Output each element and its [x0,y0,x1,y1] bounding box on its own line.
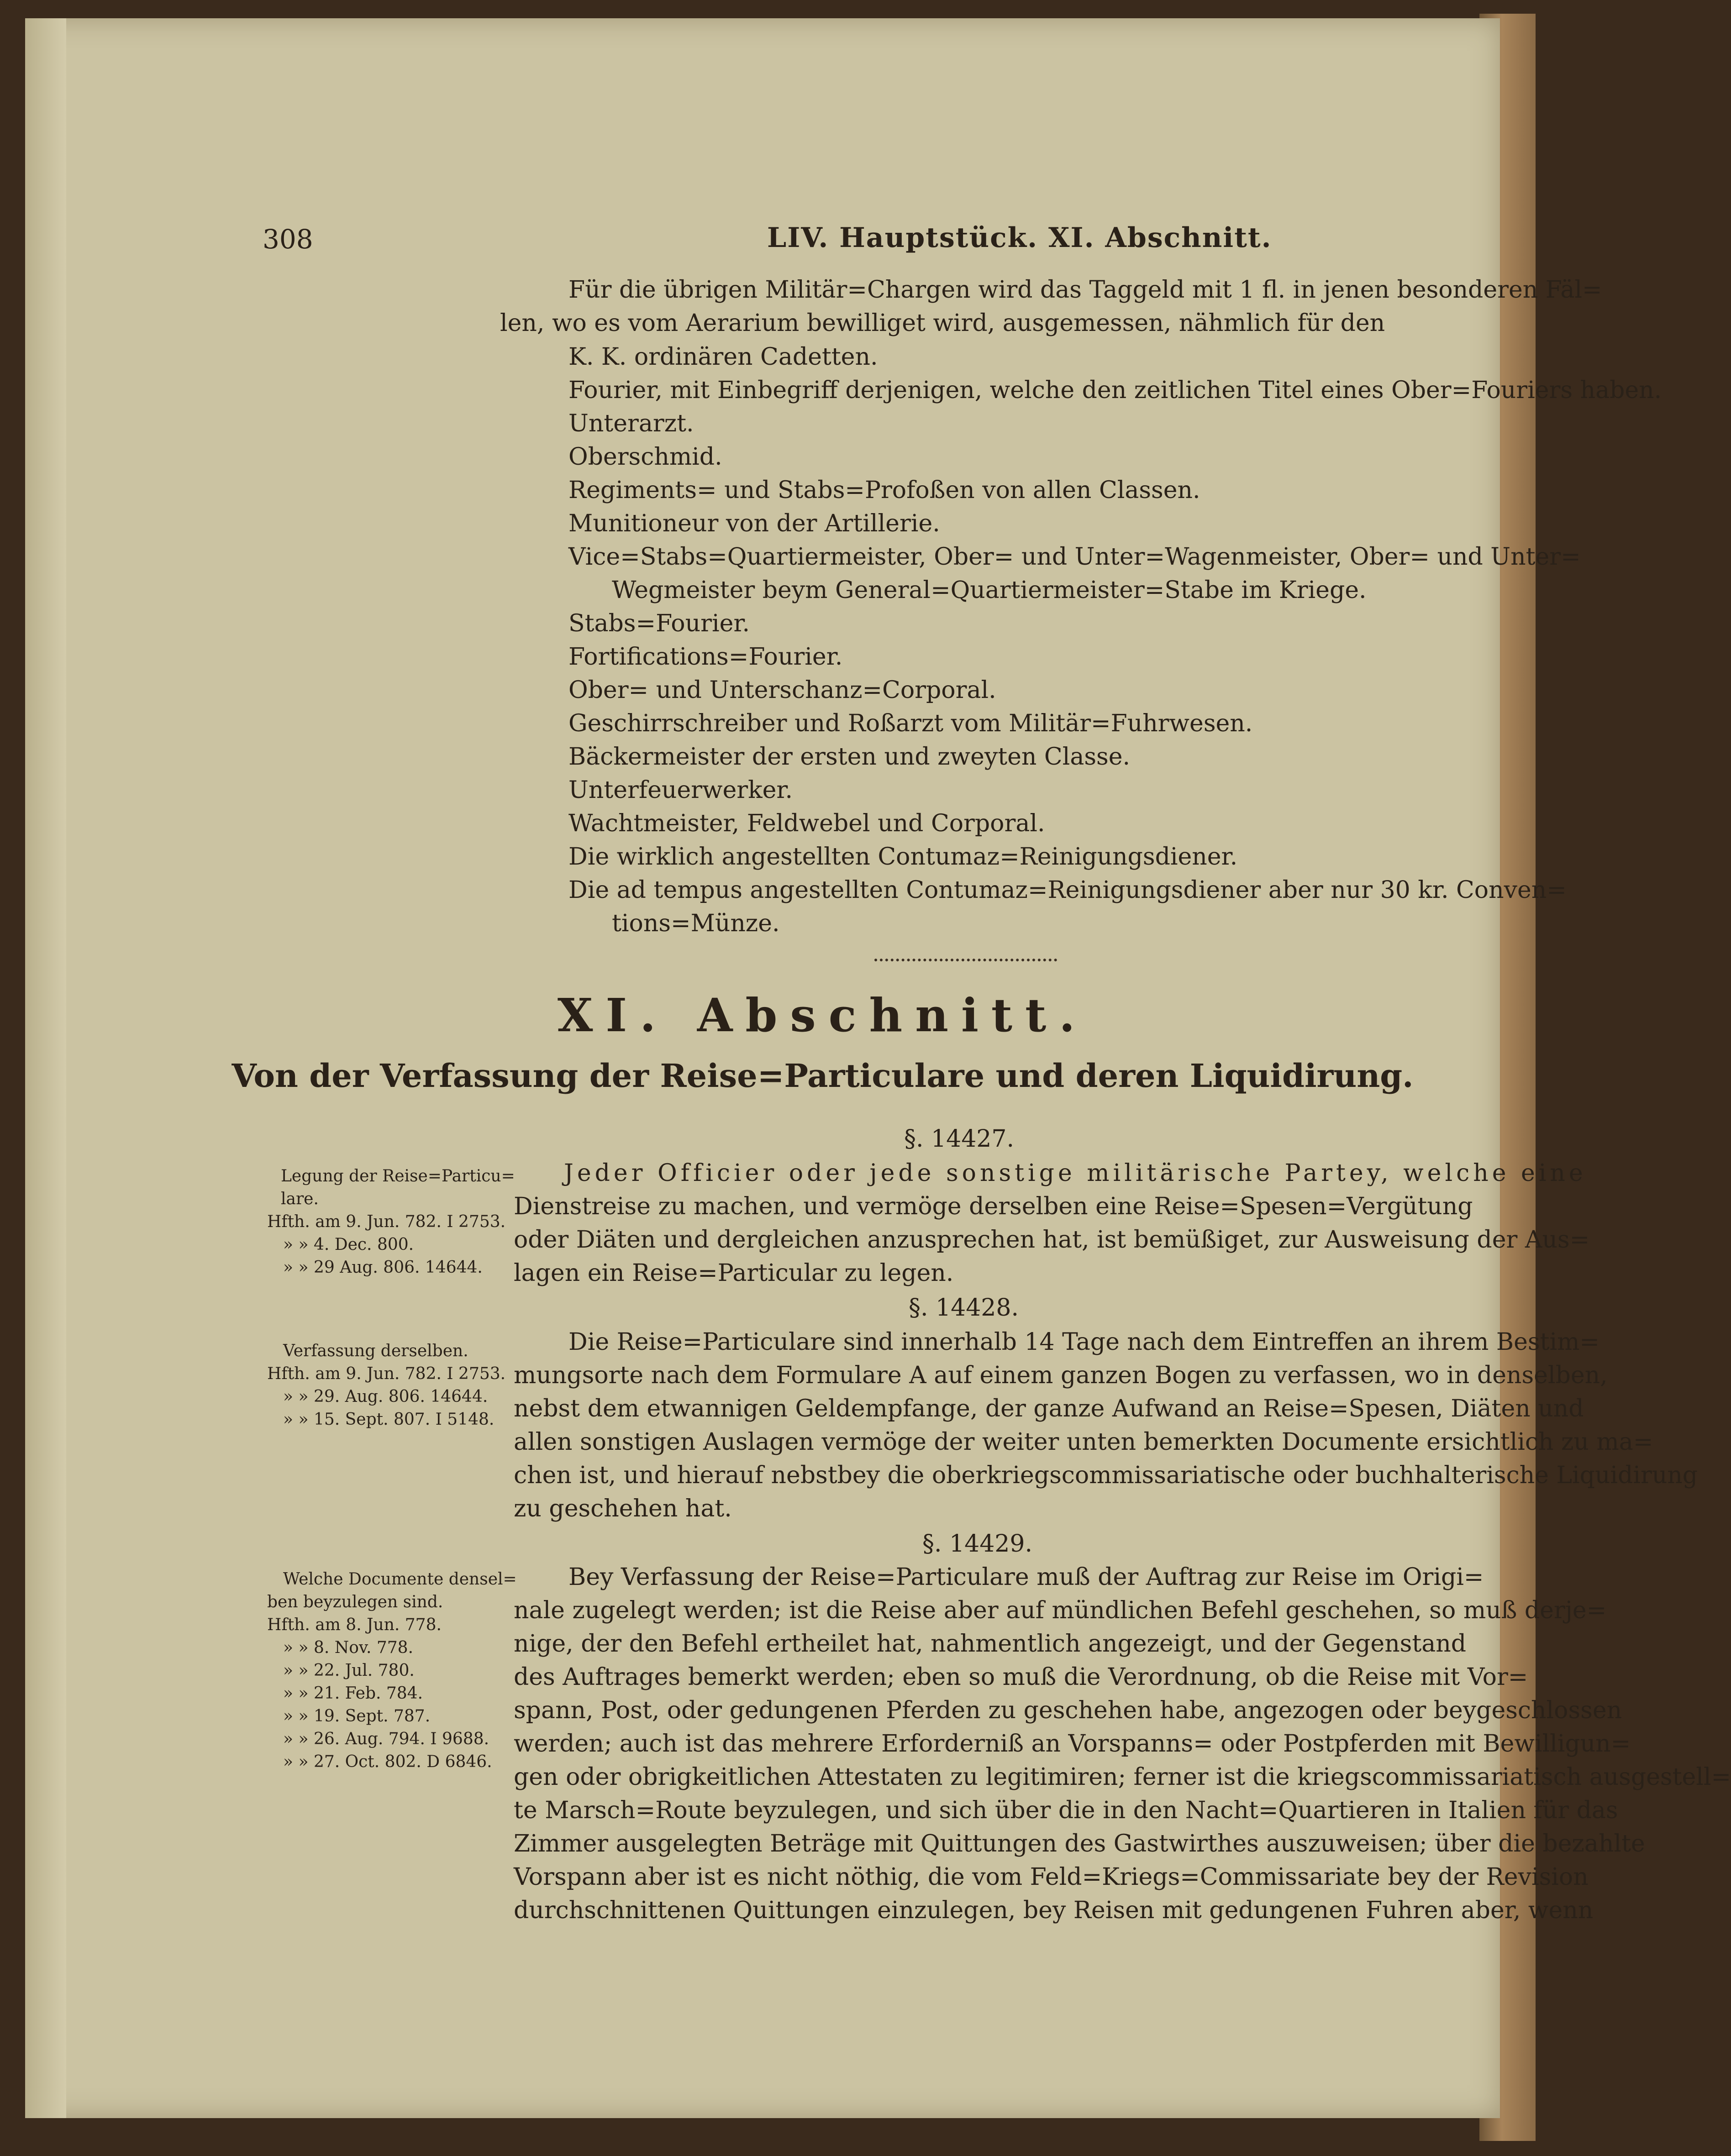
paragraph-line: mungsorte nach dem Formulare A auf einem ganzen Bogen zu verfassen, wo in denselben, [514,1362,1608,1389]
paragraph-line: werden; auch ist das mehrere Erforderniß an Vorspanns= oder Postpferden mit Bewilligun= [514,1730,1631,1757]
list-item: Regiments= und Stabs=Profoßen von allen Classen. [568,477,1200,504]
paragraph-line: chen ist, und hierauf nebstbey die oberkriegscommissariatische oder buchhalterische Liquidirung [514,1462,1698,1489]
section-divider [874,959,1057,961]
paragraph-line: durchschnittenen Quittungen einzulegen, bey Reisen mit gedungenen Fuhren aber, wenn [514,1897,1594,1924]
paragraph-line: Jeder Officier oder jede sonstige militärische Partey, welche eine [564,1159,1587,1187]
list-item: Oberschmid. [568,443,722,471]
paragraph-line: Die Reise=Particulare sind innerhalb 14 Tage nach dem Eintreffen an ihrem Bestim= [568,1328,1599,1356]
margin-note: lare. [281,1190,319,1208]
paragraph-line: Bey Verfassung der Reise=Particulare muß der Auftrag zur Reise im Origi= [568,1563,1484,1591]
list-item: K. K. ordinären Cadetten. [568,343,878,371]
running-head: LIV. Hauptstück. XI. Abschnitt. [767,222,1272,254]
paragraph-line: Vorspann aber ist es nicht nöthig, die vom Feld=Kriegs=Commissariate bey der Revision [514,1863,1589,1891]
list-item: Fourier, mit Einbegriff derjenigen, welche den zeitlichen Titel eines Ober=Fouriers haben. [568,377,1662,404]
paragraph-line: allen sonstigen Auslagen vermöge der weiter unten bemerkten Documente ersichtlich zu ma= [514,1428,1653,1456]
paragraph-line: Dienstreise zu machen, und vermöge derselben eine Reise=Spesen=Vergütung [514,1193,1473,1220]
margin-note: ben beyzulegen sind. [267,1593,443,1611]
intro-line: Für die übrigen Militär=Chargen wird das Taggeld mit 1 fl. in jenen besonderen Fäl= [568,276,1602,304]
intro-line: len, wo es vom Aerarium bewilliget wird, ausgemessen, nähmlich für den [500,309,1385,337]
margin-note: » » 29 Aug. 806. 14644. [283,1258,483,1277]
paragraph-number: §. 14429. [922,1530,1033,1558]
margin-note: Hfth. am 9. Jun. 782. I 2753. [267,1364,506,1383]
paragraph-line: Zimmer ausgelegten Beträge mit Quittungen des Gastwirthes auszuweisen; über die bezahlte [514,1830,1645,1857]
section-subtitle: Von der Verfassung der Reise=Particulare und deren Liquidirung. [232,1057,1414,1095]
list-item: Wachtmeister, Feldwebel und Corporal. [568,810,1045,837]
margin-note: » » 19. Sept. 787. [283,1707,431,1726]
list-item: Die ad tempus angestellten Contumaz=Reinigungsdiener aber nur 30 kr. Conven= [568,876,1567,904]
margin-note: » » 22. Jul. 780. [283,1661,415,1680]
margin-note: Hfth. am 8. Jun. 778. [267,1616,442,1634]
margin-note: » » 4. Dec. 800. [283,1235,414,1254]
paragraph-line: nale zugelegt werden; ist die Reise aber auf mündlichen Befehl geschehen, so muß derje= [514,1597,1607,1624]
list-item: Fortifications=Fourier. [568,643,843,671]
paragraph-line: te Marsch=Route beyzulegen, und sich über die in den Nacht=Quartieren in Italien für das [514,1797,1618,1824]
paragraph-line: nige, der den Befehl ertheilet hat, nahmentlich angezeigt, und der Gegenstand [514,1630,1467,1658]
margin-note: » » 8. Nov. 778. [283,1638,414,1657]
list-item: Ober= und Unterschanz=Corporal. [568,677,996,704]
margin-note: Welche Documente densel= [283,1570,517,1589]
paragraph-line: spann, Post, oder gedungenen Pferden zu geschehen habe, angezogen oder beygeschlossen [514,1697,1622,1724]
paragraph-line: oder Diäten und dergleichen anzusprechen hat, ist bemüßiget, zur Ausweisung der Aus= [514,1226,1590,1254]
list-item: Geschirrschreiber und Roßarzt vom Militär=Fuhrwesen. [568,710,1253,737]
paragraph-line: des Auftrages bemerkt werden; eben so muß die Verordnung, ob die Reise mit Vor= [514,1663,1528,1691]
paragraph-line: gen oder obrigkeitlichen Attestaten zu legitimiren; ferner ist die kriegscommissariatisch ausgestell= [514,1763,1731,1791]
section-title: XI. Abschnitt. [557,988,1088,1042]
paragraph-line: nebst dem etwannigen Geldempfange, der ganze Aufwand an Reise=Spesen, Diäten und [514,1395,1584,1422]
list-item: tions=Münze. [612,910,780,937]
list-item: Unterarzt. [568,410,694,437]
margin-note: » » 26. Aug. 794. I 9688. [283,1730,489,1748]
paragraph-number: §. 14428. [909,1294,1019,1322]
list-item: Bäckermeister der ersten und zweyten Classe. [568,743,1131,771]
list-item: Munitioneur von der Artillerie. [568,510,940,537]
margin-note: » » 15. Sept. 807. I 5148. [283,1410,495,1429]
paragraph-line: zu geschehen hat. [514,1495,732,1522]
list-item: Unterfeuerwerker. [568,776,793,804]
list-item: Wegmeister beym General=Quartiermeister=Stabe im Kriege. [612,577,1367,604]
margin-note: Verfassung derselben. [283,1342,468,1360]
paragraph-line: lagen ein Reise=Particular zu legen. [514,1259,954,1287]
list-item: Die wirklich angestellten Contumaz=Reinigungsdiener. [568,843,1238,871]
list-item: Stabs=Fourier. [568,610,750,637]
list-item: Vice=Stabs=Quartiermeister, Ober= und Unter=Wagenmeister, Ober= und Unter= [568,543,1581,571]
margin-note: Legung der Reise=Particu= [281,1167,515,1186]
margin-note: » » 27. Oct. 802. D 6846. [283,1752,492,1771]
paragraph-number: §. 14427. [904,1125,1015,1153]
margin-note: Hfth. am 9. Jun. 782. I 2753. [267,1212,506,1231]
margin-note: » » 29. Aug. 806. 14644. [283,1387,488,1406]
margin-note: » » 21. Feb. 784. [283,1684,423,1703]
page-number: 308 [263,224,313,255]
